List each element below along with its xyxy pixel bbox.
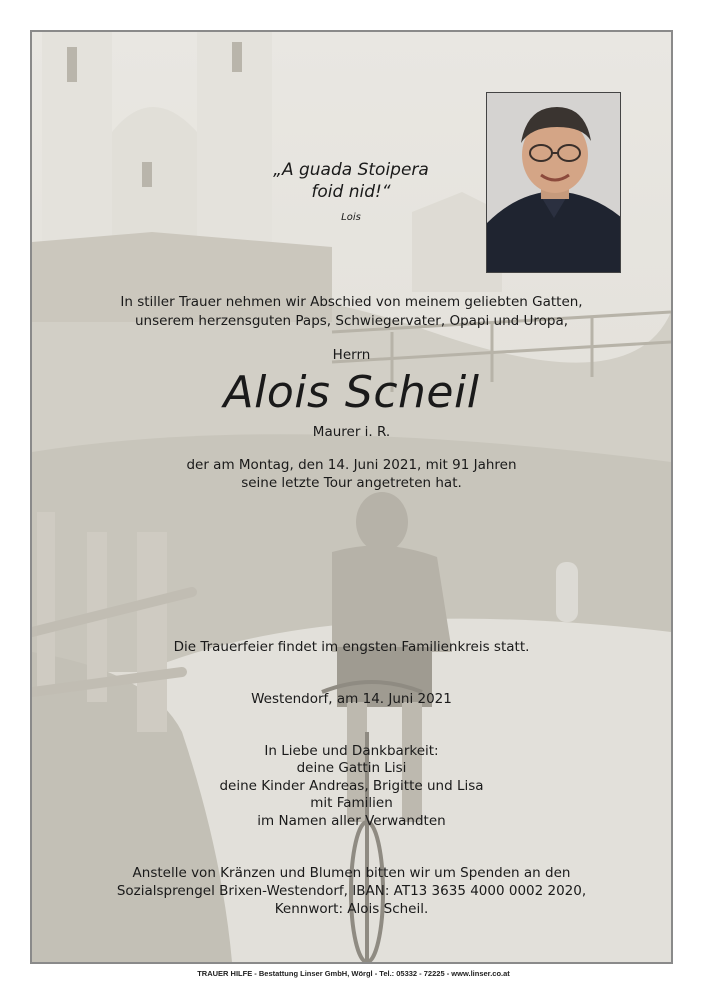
intro-line-1: In stiller Trauer nehmen wir Abschied von meinem geliebten Gatten, [120, 294, 583, 310]
salutation: Herrn [332, 347, 371, 363]
deceased-occupation: Maurer i. R. [312, 424, 391, 440]
obituary-card [30, 30, 673, 964]
mourners-line: In Liebe und Dankbarkeit: [264, 743, 439, 759]
footer-imprint: TRAUER HILFE - Bestattung Linser GmbH, Wörgl - Tel.: 05332 - 72225 - www.linser.co.at [197, 969, 510, 978]
donation-line-1: Anstelle von Kränzen und Blumen bitten wir um Spenden an den [132, 865, 571, 881]
mourners-line: deine Gattin Lisi [296, 760, 407, 776]
donation-line-3: Kennwort: Alois Scheil. [274, 901, 429, 917]
quote-line-2: foid nid!“ [311, 182, 391, 202]
quote-line-1: „A guada Stoipera [273, 160, 429, 180]
mourners-line: mit Familien [310, 795, 393, 811]
mourners-line: im Namen aller Verwandten [257, 813, 446, 829]
donation-line-2: Sozialsprengel Brixen-Westendorf, IBAN: AT13 3635 4000 0002 2020, [116, 883, 587, 899]
deceased-name: Alois Scheil [223, 367, 480, 418]
portrait-photo [486, 92, 621, 273]
funeral-notice: Die Trauerfeier findet im engsten Familienkreis statt. [173, 639, 530, 655]
place-date: Westendorf, am 14. Juni 2021 [251, 691, 452, 707]
intro-line-2: unserem herzensguten Paps, Schwiegervater, Opapi und Uropa, [134, 313, 569, 329]
death-notice-line-2: seine letzte Tour angetreten hat. [241, 475, 462, 491]
mourners-line: deine Kinder Andreas, Brigitte und Lisa [219, 778, 484, 794]
death-notice-line-1: der am Montag, den 14. Juni 2021, mit 91 Jahren [186, 457, 517, 473]
quote-author: Lois [341, 212, 361, 223]
